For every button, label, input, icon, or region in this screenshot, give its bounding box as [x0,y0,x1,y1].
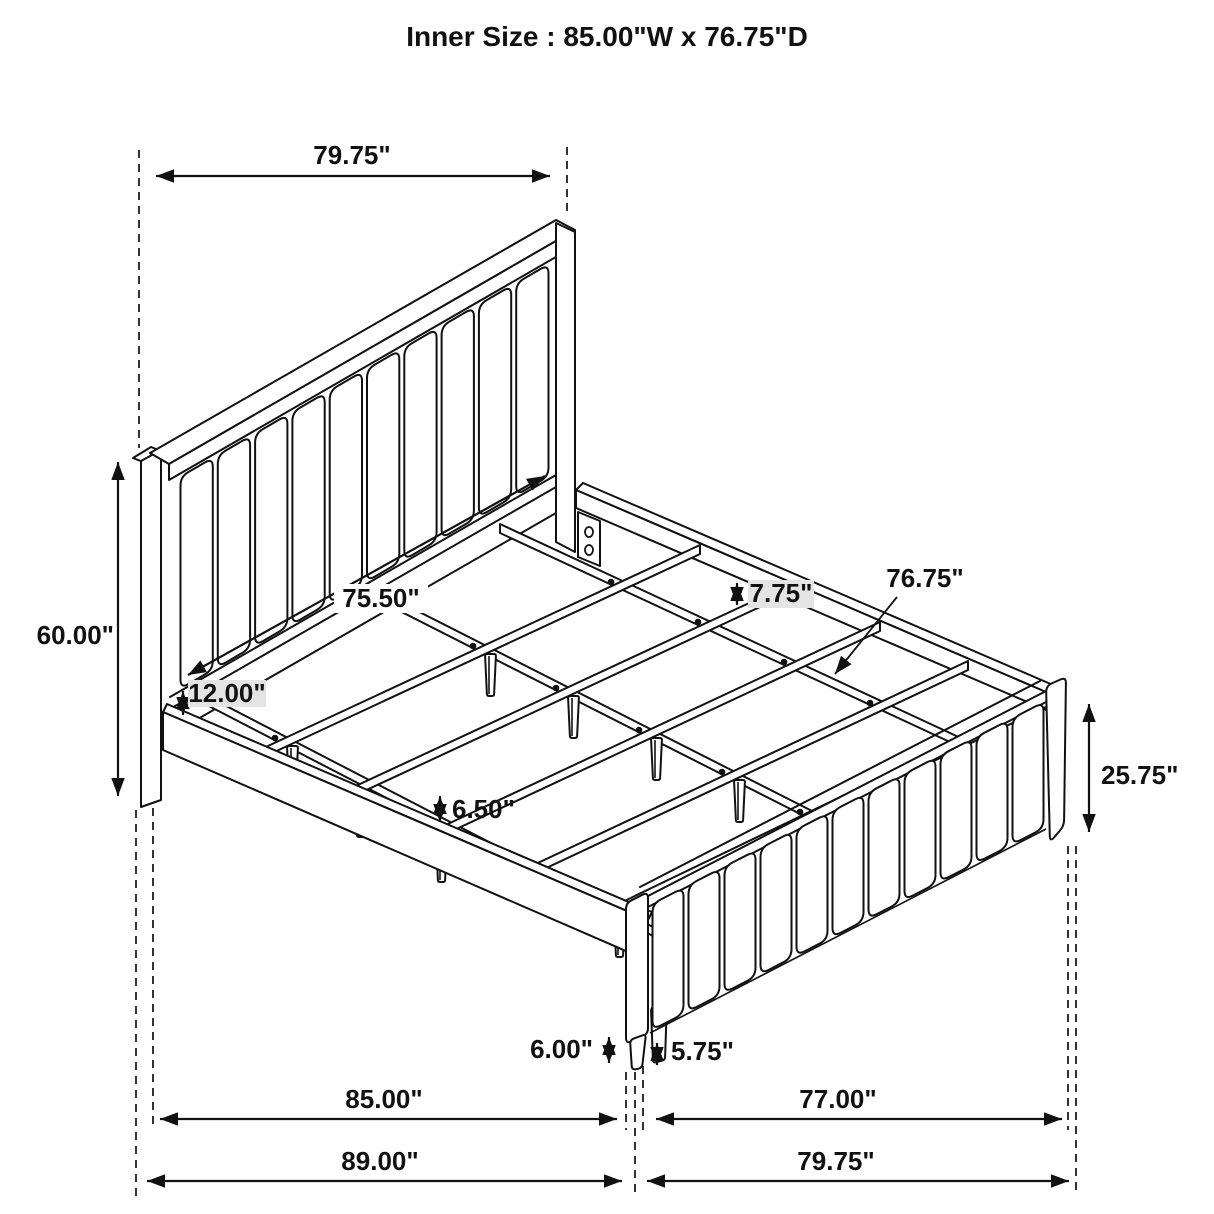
dim-label: 75.50" [342,583,420,613]
screw-hole [867,700,874,707]
slat-leg [568,696,579,738]
screw-hole [781,659,788,666]
footboard-channel [797,816,828,952]
screw-hole [797,809,804,816]
dim-foot-span [656,1084,1062,1119]
dim-label: 6.50" [452,794,515,824]
screw-hole [553,685,560,692]
headboard-channel [330,375,362,600]
center-rail [380,592,820,824]
dim-front-leg-height [530,1034,609,1064]
dim-label: 60.00" [36,620,114,650]
screw-hole [719,769,726,776]
dim-top-width [156,140,550,176]
footboard-channel [869,779,900,915]
headboard-channel [516,267,548,492]
left-rail-top-face [163,704,652,920]
footboard [626,679,1066,1070]
screw-hole [695,619,702,626]
headboard-channel [404,332,436,557]
headboard-channel [442,310,474,535]
dim-label: 77.00" [799,1084,877,1114]
headboard-channel [255,418,287,643]
footboard-channel [725,853,756,989]
footboard-channel [689,872,720,1008]
dim-label: 79.75" [313,140,391,170]
dim-label: 76.75" [886,563,964,593]
left-rail-front-face [163,712,648,958]
footboard-channel [761,835,792,971]
headboard-channel [479,289,511,514]
dim-rail-slat-gap [737,578,814,608]
dim-headboard-height [37,462,118,796]
headboard-left-post [141,450,161,807]
dim-label: 5.75" [671,1036,734,1066]
dim-inner-width [160,1084,617,1119]
footboard-channel [941,742,972,878]
screw-hole [470,643,477,650]
dim-overall-width [147,1146,622,1181]
dim-label: 12.00" [188,678,266,708]
footboard-channel [905,761,936,897]
dim-label: 6.00" [530,1034,593,1064]
headboard-right-post [556,223,575,552]
dim-label: 79.75" [797,1146,875,1176]
dim-center-leg-height [440,794,515,824]
headboard-channel [181,461,213,686]
slat-leg [485,654,496,696]
drawing-title: Inner Size : 85.00"W x 76.75"D [406,21,808,52]
footboard-channel [1013,705,1044,841]
dim-label: 7.75" [749,578,813,608]
right-rail-bracket [578,512,600,566]
dim-overall-depth [647,1146,1069,1181]
screw-hole [272,735,279,742]
screw-hole [636,727,643,734]
side-rail-left [163,704,652,958]
dim-rear-leg-height [657,1036,734,1066]
headboard-channel [292,396,324,621]
dim-label: 85.00" [345,1084,423,1114]
dim-label: 89.00" [341,1146,419,1176]
slat-leg [734,780,745,822]
headboard-channel [218,439,250,664]
headboard-channel [367,353,399,578]
screw-hole [608,579,615,586]
footboard-channel [977,724,1008,860]
footboard-channel [653,891,684,1027]
footboard-right-post [1046,679,1066,840]
dim-label: 25.75" [1101,760,1179,790]
footboard-channel [833,798,864,934]
dim-footboard-height [1089,704,1178,832]
slat-leg [651,738,662,780]
footboard-left-post [626,894,648,1042]
footboard-front-leg [630,1035,645,1069]
